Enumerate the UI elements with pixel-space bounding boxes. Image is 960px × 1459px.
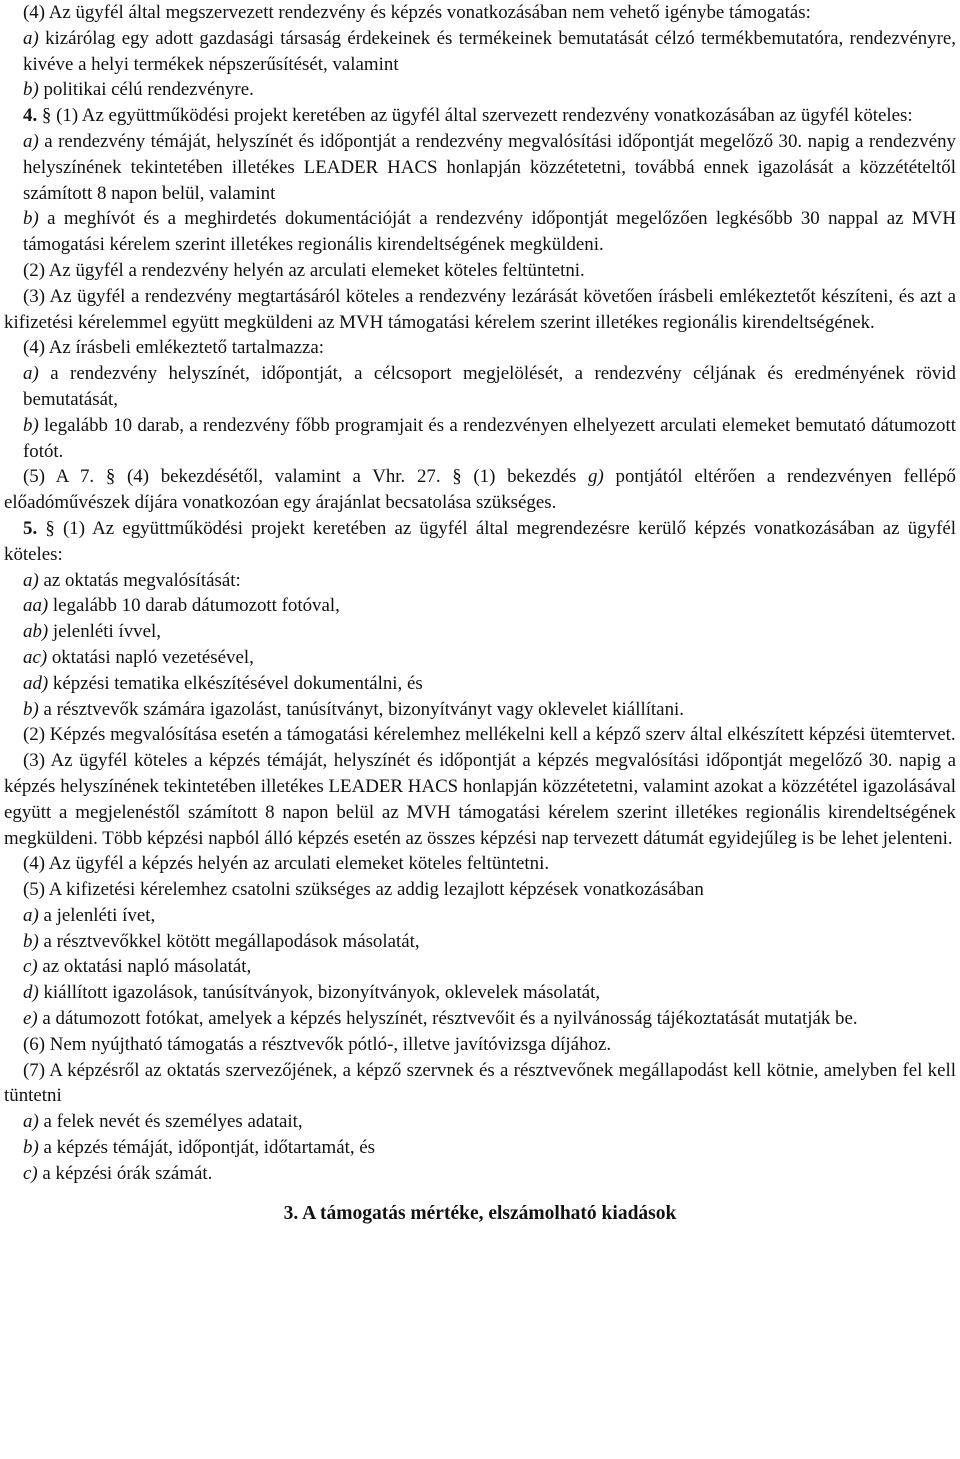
list-item [4, 1006, 956, 1032]
item-label: c) [23, 956, 38, 978]
text: (5) A 7. § (4) bekezdésétől, valamint a Vhr. 27. § (1) bekezdés [23, 466, 577, 488]
item-label: g) [588, 466, 604, 488]
text: (6) Nem nyújtható támogatás a résztvevők pótló-, illetve javítóvizsga díjához. [23, 1033, 612, 1055]
list-item [4, 903, 956, 929]
paragraph [4, 284, 956, 336]
list-item [4, 929, 956, 955]
item-text: a rendezvény helyszínét, időpontját, a célcsoport megjelölését, a rendezvény céljának és eredményének rövid bemutatását, [23, 363, 956, 410]
list-item [4, 671, 956, 697]
item-label: c) [23, 1162, 38, 1184]
item-label: d) [23, 982, 39, 1004]
list-item [4, 645, 956, 671]
item-label: b) [23, 414, 39, 436]
item-label: ab) [23, 621, 49, 643]
text: (3) Az ügyfél a rendezvény megtartásáról köteles a rendezvény lezárását követően írásbeli emlékeztetőt készíteni, és azt a kifizetési kérelemmel együtt megküldeni az MVH támogatási kérelem szerint illetékes regionális kirendeltségének. [4, 285, 956, 333]
text: (5) A kifizetési kérelemhez csatolni szükséges az addig lezajlott képzések vonatkozásában [23, 879, 704, 901]
text: (1) Az együttműködési projekt keretében az ügyfél által szervezett rendezvény vonatkozásában az ügyfél köteles: [56, 105, 913, 127]
paragraph [4, 1058, 956, 1110]
item-text: a résztvevőkkel kötött megállapodások másolatát, [43, 930, 420, 952]
item-text: politikai célú rendezvényre. [43, 79, 254, 101]
item-text: a jelenléti ívet, [43, 904, 156, 926]
item-text: az oktatás megvalósítását: [43, 569, 241, 591]
item-label: ac) [23, 646, 48, 668]
section-number: 5. [23, 517, 38, 539]
section-heading: 3. A támogatás mértéke, elszámolható kiadások [283, 1202, 677, 1224]
paragraph [4, 0, 956, 26]
item-text: a meghívót és a meghirdetés dokumentációját a rendezvény időpontját megelőzően legkésőbb 30 nappal az MVH támogatási kérelem szerint illetékes regionális kirendeltségének megküldeni. [23, 208, 956, 256]
list-item [4, 77, 956, 103]
list-item [4, 619, 956, 645]
item-text: a felek nevét és személyes adatait, [43, 1111, 303, 1133]
item-text: kizárólag egy adott gazdasági társaság érdekeinek és termékeinek bemutatását célzó termékbemutatóra, rendezvényre, kivéve a helyi termékek népszerűsítését, valamint [23, 27, 956, 75]
text: (4) Az ügyfél által megszervezett rendezvény és képzés vonatkozásában nem vehető igénybe támogatás: [23, 2, 811, 23]
paragraph [4, 258, 956, 284]
text: (4) Az írásbeli emlékeztető tartalmazza: [23, 337, 325, 359]
section-number: 4. [23, 105, 38, 127]
item-label: aa) [23, 595, 49, 617]
list-item [4, 980, 956, 1006]
item-text: a dátumozott fotókat, amelyek a képzés helyszínét, résztvevőit és a nyilvánosság tájékoztatását mutatják be. [42, 1008, 858, 1030]
list-item [4, 593, 956, 619]
paragraph [4, 1032, 956, 1058]
paragraph [4, 748, 956, 851]
list-item [4, 26, 956, 78]
list-item [4, 697, 956, 723]
text: pontjától eltérően a rendezvényen fellépő előadóművészek díjára vonatkozóan egy árajánlat becsatolása szükséges. [4, 466, 956, 514]
section-4-paragraph-1 [4, 103, 956, 129]
item-label: a) [23, 130, 39, 152]
text: (7) A képzésről az oktatás szervezőjének, a képző szervnek és a résztvevőnek megállapodást kell kötnie, amelyben fel kell tüntetni [4, 1059, 956, 1107]
list-item [4, 206, 956, 258]
paragraph [4, 335, 956, 361]
item-text: képzési tematika elkészítésével dokumentálni, és [52, 672, 423, 694]
paragraph [4, 464, 956, 516]
item-label: b) [23, 698, 39, 720]
text: (1) Az együttműködési projekt keretében az ügyfél által megrendezésre kerülő képzés vonatkozásában az ügyfél köteles: [4, 517, 956, 565]
item-text: a képzési órák számát. [42, 1162, 213, 1184]
list-item [4, 1161, 956, 1187]
item-text: jelenléti ívvel, [52, 621, 161, 643]
list-item [4, 954, 956, 980]
item-text: az oktatási napló másolatát, [42, 956, 252, 978]
list-item [4, 568, 956, 594]
item-text: kiállított igazolások, tanúsítványok, bizonyítványok, oklevelek másolatát, [43, 982, 601, 1004]
section-5-paragraph-1 [4, 516, 956, 568]
paragraph [4, 877, 956, 903]
text: (2) Az ügyfél a rendezvény helyén az arculati elemeket köteles feltüntetni. [23, 259, 585, 281]
item-label: a) [23, 569, 39, 591]
item-label: a) [23, 1111, 39, 1133]
item-text: a rendezvény témáját, helyszínét és időpontját a rendezvény megvalósítási időpontját megelőző 30. napig a rendezvény helyszínének tekintetében illetékes LEADER HACS honlapján közzétetetni, továbbá ennek igazolását a közzétételtől számított 8 napon belül, valamint [23, 130, 956, 204]
item-text: a résztvevők számára igazolást, tanúsítványt, bizonyítványt vagy oklevelet kiállítani. [43, 698, 684, 720]
item-text: legalább 10 darab dátumozott fotóval, [52, 595, 340, 617]
item-label: a) [23, 27, 39, 49]
item-label: a) [23, 363, 39, 385]
item-text: legalább 10 darab, a rendezvény főbb programjait és a rendezvényen elhelyezett arculati elemeket bemutató dátumozott fotót. [23, 414, 956, 462]
paragraph [4, 722, 956, 748]
text: (4) Az ügyfél a képzés helyén az arculati elemeket köteles feltüntetni. [23, 853, 550, 875]
list-item [4, 129, 956, 206]
list-item [4, 413, 956, 465]
item-text: oktatási napló vezetésével, [51, 646, 254, 668]
item-label: ad) [23, 672, 49, 694]
list-item [4, 1109, 956, 1135]
item-label: a) [23, 904, 39, 926]
item-label: b) [23, 79, 39, 101]
text: (2) Képzés megvalósítása esetén a támogatási kérelemhez mellékelni kell a képző szerv által elkészített képzési ütemtervet. [23, 724, 956, 746]
list-item [4, 361, 956, 413]
text: (3) Az ügyfél köteles a képzés témáját, helyszínét és időpontját a képzés megvalósítási időpontját megelőző 30. napig a képzés helyszínének tekintetében illetékes LEADER HACS honlapján közzétetetni, valamint azokat a közzététel igazolásával együtt a megjelenéstől számított 8 napon belül az MVH támogatási kérelem szerint illetékes regionális kirendeltségének megküldeni. Több képzési napból álló képzés esetén az összes képzési nap tervezett dátumát egyidejűleg is be lehet jelenteni. [4, 750, 956, 849]
item-label: b) [23, 930, 39, 952]
item-text: a képzés témáját, időpontját, időtartamát, és [43, 1137, 376, 1159]
item-label: e) [23, 1008, 38, 1030]
paragraph [4, 851, 956, 877]
section-sign: § [45, 517, 55, 539]
item-label: b) [23, 1137, 39, 1159]
item-label: b) [23, 208, 39, 230]
list-item [4, 1135, 956, 1161]
section-sign: § [41, 105, 52, 127]
